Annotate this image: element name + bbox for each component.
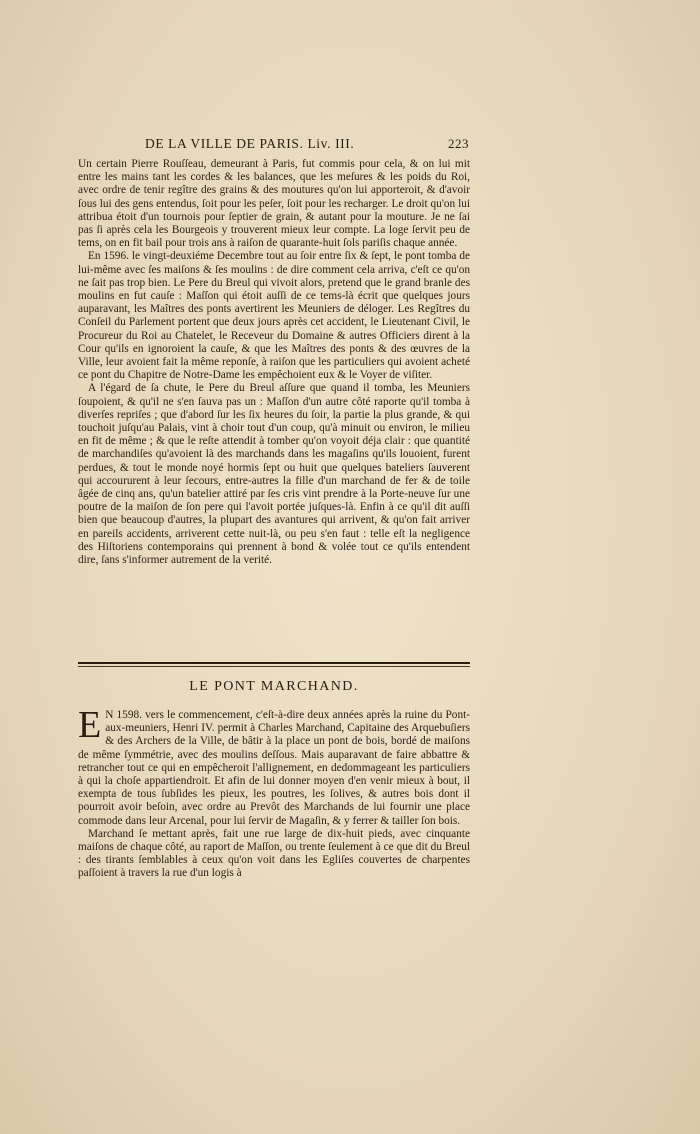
drop-cap: E: [78, 704, 102, 746]
paragraph-5: Marchand ſe mettant après, fait une rue large de dix-huit pieds, avec cinquante maiſons de chaque côté, au raport de Maſſon, ou trente ſeulement à ce que dit du Breul : des tirants ſemblables à ceux qu'on voit dans les Egliſes couvertes de charpentes paſſoient à travers la rue d'un logis à: [78, 827, 470, 880]
paragraph-1: Un certain Pierre Rouſſeau, demeurant à Paris, fut commis pour cela, & on lui mit entre les mains tant les cordes & les balances, que les meſures & les poids du Roi, avec ordre de tenir regître des grains & des moutures qu'on lui apporteroit, & d'avoir ſous lui des gens entendus, ſoit pour les peſer, ſoit pour les recharger. Le droit qu'on lui attribua étoit d'un tournois pour ſeptier de grain, & autant pour la mouture. Je ne ſai pas ſi après cela les Bourgeois y trouverent mieux leur compte. La loge ſervit peu de tems, on en fit bail pour trois ans à raiſon de quarante-huit ſols pariſis chaque année.: [78, 158, 470, 250]
page-number: 223: [448, 136, 469, 151]
section-divider-thin: [78, 666, 470, 667]
section-pont-aux-meuniers-text: [78, 158, 470, 567]
lead-paragraph-text: N 1598. vers le commencement, c'eſt-à-dire deux années après la ruine du Pont-aux-meuniers, Henri IV. permit à Charles Marchand, Capitaine des Arquebuſiers & des Archers de la Ville, de bâtir à la place un pont de bois, bordé de maiſons de même ſymmétrie, avec des moulins deſſous. Mais auparavant de faire abbattre & retrancher tout ce qui en empêcheroit l'allignement, en dedommageant les particuliers à qui la choſe appartiendroit. Et afin de lui donner moyen d'en venir mieux à bout, il exempta de tous ſubſides les pieux, les poutres, les ſolives, & autres bois dont il pourroit avoir beſoin, avec ordre au Prevôt des Marchands de lui fournir une place commode dans leur Arcenal, pour lui ſervir de Magaſin, & y ferrer & tailler ſon bois.: [78, 709, 470, 827]
paragraph-2: En 1596. le vingt-deuxiéme Decembre tout au ſoir entre ſix & ſept, le pont tomba de lui-même avec ſes maiſons & ſes moulins : de dire comment cela arriva, c'eſt ce qu'on ne ſait pas trop bien. Le Pere du Breul qui vivoit alors, pretend que le grand branle des moulins en fut cauſe : Maſſon qui étoit auſſi de ce tems-là écrit que quelques jours auparavant, les Maîtres des ponts avertirent les Meuniers de déloger. Les Regîtres du Conſeil du Parlement portent que deux jours après cet accident, le Lieutenant Civil, le Procureur du Roi au Chatelet, le Receveur du Domaine & autres Officiers dirent à la Cour qu'ils en ignoroient la cauſe, & que les Maîtres des ponts & des œuvres de la Ville, leur avoient fait la même reponſe, à raiſon que les particuliers qui avoient acheté ce pont du Chapitre de Notre-Dame les empêchoient eux & le Voyer de viſiter.: [78, 250, 470, 382]
section-divider-thick: [78, 662, 470, 664]
running-title: DE LA VILLE DE PARIS. Liv. III.: [145, 136, 355, 151]
paragraph-3: A l'égard de ſa chute, le Pere du Breul aſſure que quand il tomba, les Meuniers ſoupoient, & qu'il ne s'en ſauva pas un : Maſſon d'un autre côté raporte qu'il tomba à diverſes repriſes ; que d'abord ſur les ſix heures du ſoir, la partie la plus grande, & qui touchoit juſqu'au Palais, vint à choir tout d'un coup, qu'à minuit ou environ, le milieu en fit de même ; & que le reſte attendit à tomber qu'on voyoit déja clair : que quantité de marchandiſes qu'avoient là des marchands dans les magaſins qu'ils louoient, furent perdues, & tout le monde noyé hormis ſept ou huit que quelques bateliers ſauverent qui accoururent à leur ſecours, entre-autres la fille d'un marchand de fer & de toile âgée de cinq ans, qu'un batelier attiré par ſes cris vint prendre à la Porte-neuve ſur une poutre de la maiſon de ſon pere qui l'avoit portée juſques-là. Enfin à ce qu'il dit auſſi bien que beaucoup d'autres, la plupart des avantures qui arrivent, & qu'on fait arriver en pareils accidents, arriverent cette nuit-là, ou peu s'en faut : telle eſt la negligence des Hiſtoriens contemporains qui prennent à bond & volée tout ce qu'ils entendent dire, ſans s'informer autrement de la verité.: [78, 382, 470, 567]
section-pont-marchand-text: [78, 704, 470, 881]
section-title: LE PONT MARCHAND.: [189, 679, 359, 694]
lead-paragraph: [78, 704, 470, 828]
